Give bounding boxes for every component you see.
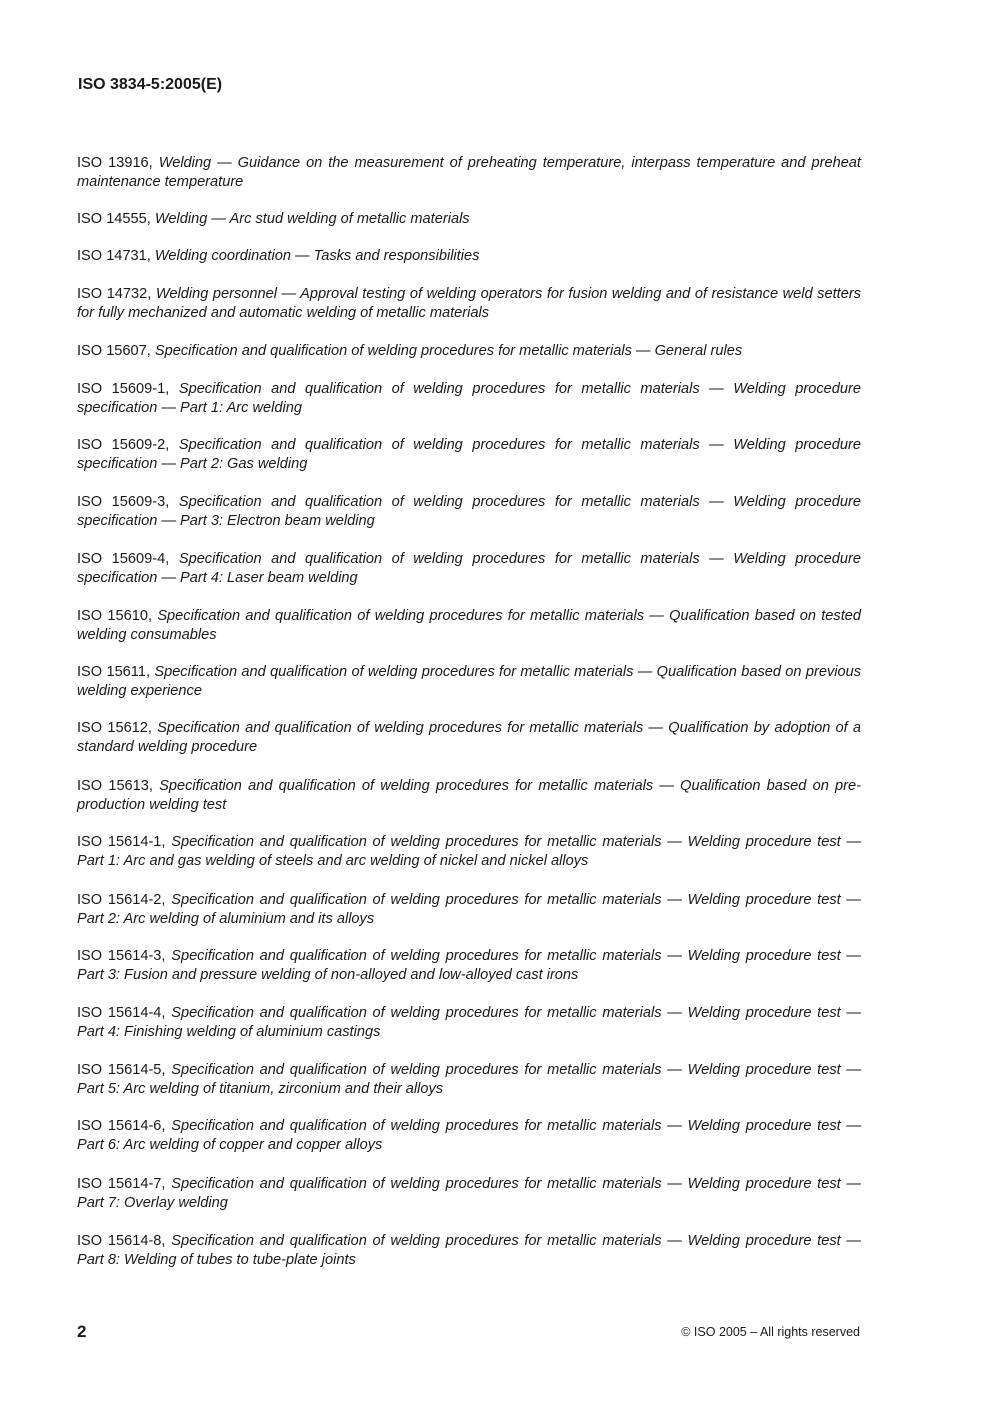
reference-item <box>77 380 861 418</box>
reference-title: Specification and qualification of welding procedures for metallic materials — Welding procedure test — Part 8: Welding of tubes to tube-plate joints <box>77 1233 862 1268</box>
reference-title: Specification and qualification of welding procedures for metallic materials — Qualification by adoption of a standard welding procedure <box>77 720 861 755</box>
reference-code: ISO 15609-2, <box>77 437 170 453</box>
reference-item <box>77 891 861 929</box>
reference-code: ISO 15611, <box>77 664 151 680</box>
reference-item <box>77 436 861 474</box>
reference-title: Specification and qualification of welding procedures for metallic materials — Welding procedure specification — Part 4: Laser beam welding <box>77 551 862 586</box>
reference-item <box>77 607 861 645</box>
reference-item <box>77 719 861 757</box>
reference-code: ISO 15613, <box>77 778 153 794</box>
reference-code: ISO 15612, <box>77 720 152 736</box>
reference-title: Specification and qualification of welding procedures for metallic materials — Welding procedure test — Part 4: Finishing welding of aluminium castings <box>77 1005 862 1040</box>
reference-code: ISO 15614-8, <box>77 1233 166 1249</box>
reference-code: ISO 15614-3, <box>77 948 166 964</box>
reference-title: Specification and qualification of welding procedures for metallic materials — Qualification based on previous welding experience <box>77 664 862 699</box>
reference-code: ISO 15609-4, <box>77 551 170 567</box>
reference-code: ISO 14731, <box>77 248 151 264</box>
reference-code: ISO 14732, <box>77 286 152 302</box>
reference-title: Welding — Arc stud welding of metallic materials <box>154 211 470 227</box>
reference-code: ISO 13916, <box>77 155 153 171</box>
reference-item <box>77 285 861 323</box>
reference-code: ISO 15614-4, <box>77 1005 166 1021</box>
reference-title: Welding personnel — Approval testing of welding operators for fusion welding and of resistance weld setters for fully mechanized and automatic welding of metallic materials <box>77 286 861 321</box>
document-header: ISO 3834-5:2005(E) <box>78 76 223 93</box>
reference-item <box>77 777 861 815</box>
reference-code: ISO 15609-3, <box>77 494 170 510</box>
reference-title: Specification and qualification of welding procedures for metallic materials — Welding procedure test — Part 2: Arc welding of aluminium and its alloys <box>77 892 862 927</box>
reference-title: Specification and qualification of welding procedures for metallic materials — Qualification based on tested welding consumables <box>77 608 861 643</box>
reference-title: Specification and qualification of welding procedures for metallic materials — Welding procedure test — Part 7: Overlay welding <box>77 1176 862 1211</box>
reference-title: Specification and qualification of welding procedures for metallic materials — Welding procedure test — Part 6: Arc welding of copper and copper alloys <box>77 1118 862 1153</box>
reference-item <box>77 1232 861 1270</box>
reference-code: ISO 14555, <box>77 211 151 227</box>
reference-title: Welding — Guidance on the measurement of preheating temperature, interpass temperature and preheat maintenance temperature <box>77 155 861 190</box>
reference-code: ISO 15614-1, <box>77 834 166 850</box>
reference-title: Specification and qualification of welding procedures for metallic materials — Welding procedure specification — Part 2: Gas welding <box>77 437 862 472</box>
reference-title: Specification and qualification of welding procedures for metallic materials — Welding procedure test — Part 5: Arc welding of titanium, zirconium and their alloys <box>77 1062 862 1097</box>
reference-title: Specification and qualification of welding procedures for metallic materials — Welding procedure specification — Part 3: Electron beam welding <box>77 494 862 529</box>
reference-code: ISO 15610, <box>77 608 153 624</box>
copyright-notice: © ISO 2005 – All rights reserved <box>681 1325 860 1339</box>
reference-title: Specification and qualification of welding procedures for metallic materials — Qualification based on pre-production welding test <box>77 778 861 813</box>
reference-item <box>77 247 861 266</box>
reference-title: Welding coordination — Tasks and responsibilities <box>154 248 480 264</box>
reference-item <box>77 1175 861 1213</box>
reference-title: Specification and qualification of welding procedures for metallic materials — Welding procedure test — Part 3: Fusion and pressure welding of non-alloyed and low-alloyed cast irons <box>77 948 862 983</box>
reference-item <box>77 1061 861 1099</box>
reference-code: ISO 15614-7, <box>77 1176 166 1192</box>
reference-item <box>77 550 861 588</box>
reference-title: Specification and qualification of welding procedures for metallic materials — Welding procedure specification — Part 1: Arc welding <box>77 381 862 416</box>
reference-item <box>77 493 861 531</box>
reference-code: ISO 15609-1, <box>77 381 170 397</box>
reference-code: ISO 15607, <box>77 343 151 359</box>
reference-item <box>77 947 861 985</box>
reference-item <box>77 1004 861 1042</box>
reference-item <box>77 210 861 229</box>
reference-code: ISO 15614-5, <box>77 1062 166 1078</box>
reference-title: Specification and qualification of welding procedures for metallic materials — General rules <box>154 343 743 359</box>
page-number: 2 <box>77 1322 87 1341</box>
reference-item <box>77 663 861 701</box>
reference-item <box>77 1117 861 1155</box>
reference-item <box>77 833 861 871</box>
reference-code: ISO 15614-6, <box>77 1118 166 1134</box>
reference-code: ISO 15614-2, <box>77 892 166 908</box>
reference-item <box>77 342 861 361</box>
reference-title: Specification and qualification of welding procedures for metallic materials — Welding procedure test — Part 1: Arc and gas welding of steels and arc welding of nickel and nickel alloys <box>77 834 862 869</box>
reference-item <box>77 154 861 192</box>
